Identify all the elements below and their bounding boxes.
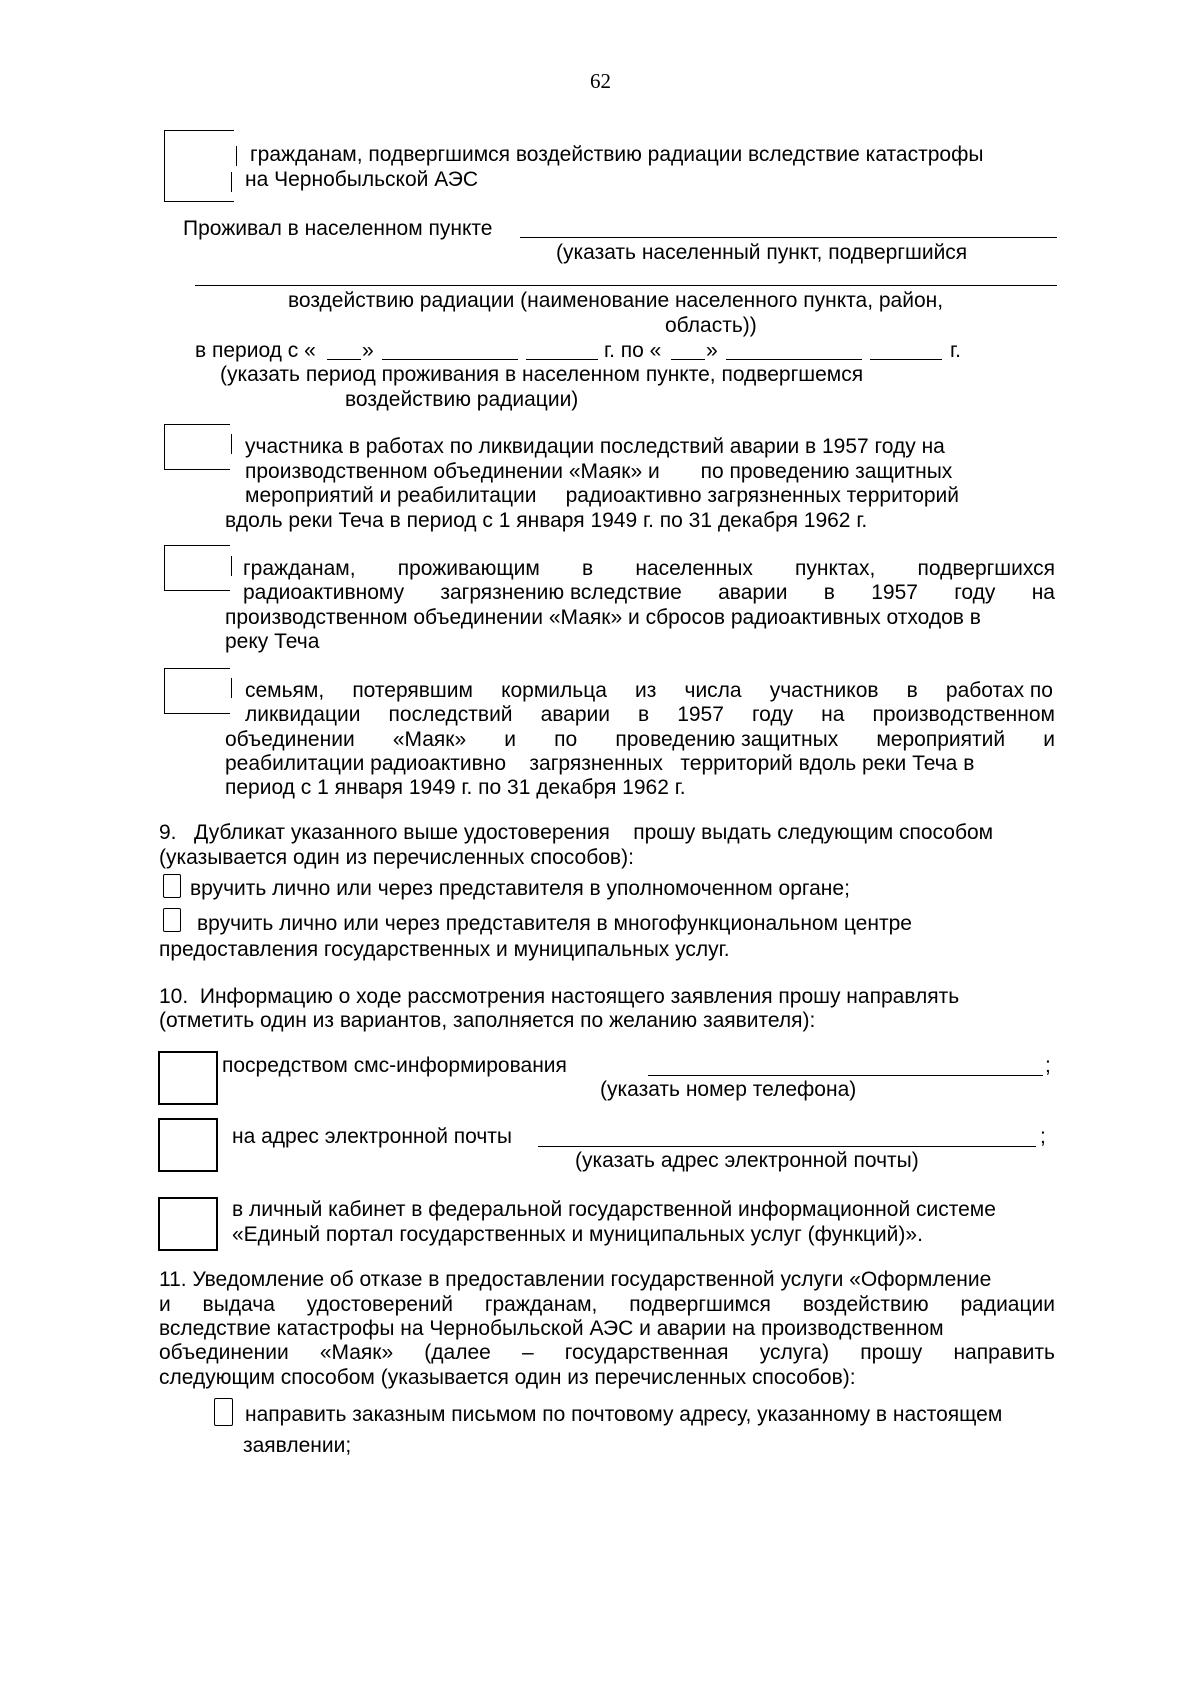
period-to-year[interactable] <box>870 359 942 360</box>
email-end: ; <box>1040 1125 1046 1148</box>
checkbox-email[interactable] <box>158 1118 218 1172</box>
word: проживающим <box>397 557 540 580</box>
families-line-4: реабилитации радиоактивно загрязненных территорий вдоль реки Теча в <box>225 752 975 775</box>
section11-line-4 <box>159 1340 1055 1366</box>
period-from-month[interactable] <box>382 359 518 360</box>
word: удостоверений <box>306 1293 454 1316</box>
period-to-close: » <box>706 339 718 362</box>
word: объединении <box>225 728 355 751</box>
section11-line-5: следующим способом (указывается один из перечисленных способов): <box>159 1366 856 1389</box>
period-to-day[interactable] <box>671 359 705 360</box>
word: последствий <box>388 703 513 726</box>
section11-line-1: 11. Уведомление об отказе в предоставлении государственной услуги «Оформление <box>159 1268 992 1291</box>
word: ликвидации <box>245 703 361 726</box>
chernobyl-line-2: на Чернобыльской АЭС <box>245 168 479 191</box>
bracket-tick <box>231 172 232 192</box>
word: радиоактивному <box>243 581 405 604</box>
email-input-line[interactable] <box>538 1146 1036 1147</box>
word: подвергшимся <box>629 1293 771 1316</box>
word: объединении <box>159 1341 289 1364</box>
bracket-tick <box>231 678 232 698</box>
sms-hint: (указать номер телефона) <box>600 1078 857 1101</box>
settlement-input-line-2[interactable] <box>195 285 1057 286</box>
word: направить <box>953 1341 1055 1364</box>
phone-input-line[interactable] <box>648 1075 1043 1076</box>
bracket-tick <box>236 146 237 166</box>
word: кормильца <box>501 679 607 702</box>
liquidators-line-3: мероприятий и реабилитации радиоактивно загрязненных территорий <box>245 484 960 507</box>
checkbox-deliver-mfc[interactable] <box>163 908 181 932</box>
section9-option-2-cont: предоставления государственных и муниципальных услуг. <box>159 938 730 961</box>
word: государственная <box>564 1341 729 1364</box>
residents-line-2 <box>243 580 1055 606</box>
checkbox-mayak-residents[interactable] <box>164 545 230 591</box>
word: в <box>906 679 918 702</box>
residents-line-1 <box>243 556 1055 582</box>
word: из <box>635 679 657 702</box>
settlement-hint-1: (указать населенный пункт, подвергшийся <box>556 241 968 264</box>
word: «Маяк» <box>392 728 467 751</box>
period-prefix: в период с « <box>195 339 316 362</box>
section11-line-3: вследствие катастрофы на Чернобыльской АЭС и аварии на производственном <box>159 1317 944 1340</box>
section11-option-1-cont: заявлении; <box>243 1434 352 1457</box>
word: году <box>954 581 996 604</box>
checkbox-personal-cabinet[interactable] <box>158 1197 218 1251</box>
checkbox-mayak-families[interactable] <box>164 668 230 714</box>
word: аварии <box>540 703 610 726</box>
settlement-hint-2: воздействию радиации (наименование населенного пункта, район, <box>288 289 944 312</box>
word: – <box>521 1341 534 1364</box>
word: году <box>751 703 794 726</box>
checkbox-chernobyl[interactable] <box>164 130 234 202</box>
families-line-2 <box>245 702 1055 728</box>
word: радиации <box>960 1293 1055 1316</box>
section11-option-1: направить заказным письмом по почтовому адресу, указанному в настоящем <box>245 1403 1003 1426</box>
section9-option-1: вручить лично или через представителя в уполномоченном органе; <box>190 877 850 900</box>
section10-line-1: 10. Информацию о ходе рассмотрения настоящего заявления прошу направлять <box>159 985 960 1008</box>
chernobyl-line-1: гражданам, подвергшимся воздействию радиации вследствие катастрофы <box>250 143 984 166</box>
word: на <box>1031 581 1055 604</box>
families-line-5: период с 1 января 1949 г. по 31 декабря 1962 г. <box>225 776 686 799</box>
word: числа <box>684 679 742 702</box>
period-from-day[interactable] <box>327 359 361 360</box>
word: в <box>823 581 835 604</box>
period-to-month[interactable] <box>726 359 862 360</box>
email-hint: (указать адрес электронной почты) <box>575 1149 919 1172</box>
word: услуга) <box>759 1341 830 1364</box>
word: и <box>159 1293 171 1316</box>
word: мероприятий <box>876 728 1006 751</box>
period-mid: г. по « <box>604 339 662 362</box>
word: на <box>821 703 845 726</box>
section10-line-2: (отметить один из вариантов, заполняется по желанию заявителя): <box>159 1009 816 1032</box>
section9-option-2: вручить лично или через представителя в многофункциональном центре <box>197 912 912 935</box>
families-line-3 <box>225 727 1055 753</box>
word: (далее <box>424 1341 491 1364</box>
word: семьям, <box>245 679 325 702</box>
period-end: г. <box>950 339 961 362</box>
word: участников <box>769 679 879 702</box>
checkbox-sms[interactable] <box>158 1051 218 1105</box>
settlement-hint-3: область)) <box>665 314 757 337</box>
word: в <box>638 703 650 726</box>
word: и <box>504 728 517 751</box>
word: 1957 <box>871 581 918 604</box>
liquidators-line-4: вдоль реки Теча в период с 1 января 1949 г. по 31 декабря 1962 г. <box>225 509 868 532</box>
bracket-tick <box>231 556 232 576</box>
word: гражданам, <box>484 1293 598 1316</box>
settlement-input-line[interactable] <box>520 237 1057 238</box>
section9-line-1: 9. Дубликат указанного выше удостоверения прошу выдать следующим способом <box>159 821 994 844</box>
families-line-1 <box>245 678 1053 704</box>
cabinet-line-1: в личный кабинет в федеральной государственной информационной системе <box>232 1198 996 1221</box>
bracket-tick <box>231 434 232 454</box>
word: 1957 <box>677 703 724 726</box>
word: «Маяк» <box>319 1341 394 1364</box>
period-hint-2: воздействию радиации) <box>345 388 579 411</box>
section11-line-2 <box>159 1292 1055 1318</box>
liquidators-line-1: участника в работах по ликвидации последствий аварии в 1957 году на <box>245 435 945 458</box>
word: пунктах, <box>795 557 876 580</box>
word: работах по <box>945 679 1053 702</box>
word: подвергшихся <box>917 557 1055 580</box>
word: прошу <box>860 1341 923 1364</box>
resided-label: Проживал в населенном пункте <box>183 217 493 240</box>
liquidators-line-2: производственном объединении «Маяк» и по проведению защитных <box>245 460 953 483</box>
residents-line-3: производственном объединении «Маяк» и сбросов радиоактивных отходов в <box>225 606 981 629</box>
checkbox-registered-mail[interactable] <box>214 1398 233 1426</box>
word: гражданам, <box>243 557 356 580</box>
sms-end: ; <box>1045 1054 1051 1077</box>
period-from-year[interactable] <box>526 359 598 360</box>
section9-line-2: (указывается один из перечисленных способов): <box>159 846 634 869</box>
word: производственном <box>872 703 1055 726</box>
word: населенных <box>635 557 753 580</box>
cabinet-line-2: «Единый портал государственных и муниципальных услуг (функций)». <box>232 1223 923 1246</box>
checkbox-mayak-liquidators[interactable] <box>164 424 230 470</box>
period-from-close: » <box>362 339 374 362</box>
word: и <box>1043 728 1055 751</box>
word: воздействию <box>802 1293 929 1316</box>
word: аварии <box>718 581 788 604</box>
word: в <box>582 557 594 580</box>
period-hint-1: (указать период проживания в населенном пункте, подвергшемся <box>220 363 864 386</box>
word: по <box>554 728 578 751</box>
sms-label: посредством смс-информирования <box>222 1054 567 1077</box>
word: загрязнению вследствие <box>440 581 682 604</box>
word: проведению защитных <box>615 728 839 751</box>
word: выдача <box>202 1293 275 1316</box>
email-label: на адрес электронной почты <box>232 1125 513 1148</box>
residents-line-4: реку Теча <box>225 630 320 653</box>
word: потерявшим <box>352 679 473 702</box>
checkbox-deliver-authority[interactable] <box>163 874 181 898</box>
page-number: 62 <box>590 69 611 93</box>
